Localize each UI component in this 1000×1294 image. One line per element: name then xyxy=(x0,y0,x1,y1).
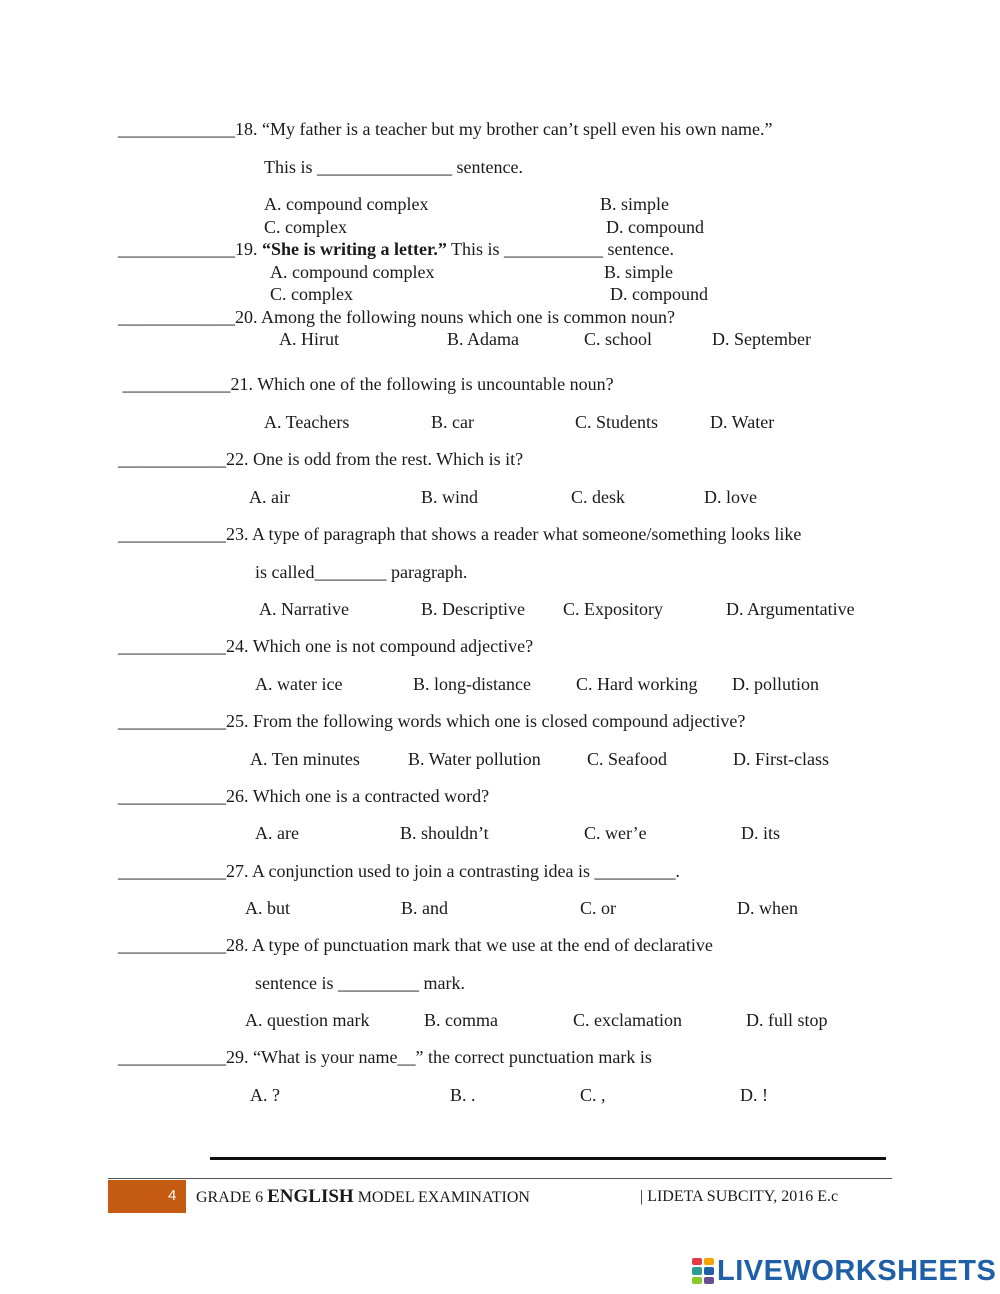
option-a[interactable]: A. ? xyxy=(250,1085,280,1105)
option-a[interactable]: A. are xyxy=(255,823,299,843)
option-a[interactable]: A. water ice xyxy=(255,674,343,694)
question-23 xyxy=(118,523,801,545)
option-b[interactable]: B. and xyxy=(401,898,448,918)
liveworksheets-logo-text: LIVEWORKSHEETS xyxy=(717,1254,997,1287)
option-d[interactable]: D. when xyxy=(737,898,798,918)
answer-blank[interactable]: ____________27. xyxy=(118,861,253,881)
option-c[interactable]: C. school xyxy=(584,329,653,349)
option-d[interactable]: D. September xyxy=(712,329,811,349)
option-b[interactable]: B. wind xyxy=(421,487,479,507)
question-text: Which one is a contracted word? xyxy=(252,786,490,806)
answer-blank[interactable]: ____________28. xyxy=(118,935,253,955)
footer-grade: GRADE 6 xyxy=(196,1189,268,1206)
option-c[interactable]: C. Expository xyxy=(563,599,664,619)
option-a[interactable]: A. Teachers xyxy=(264,412,350,432)
question-text: A type of paragraph that shows a reader what someone/something looks like xyxy=(252,524,802,544)
option-a[interactable]: A. Hirut xyxy=(279,329,339,349)
question-text: A type of punctuation mark that we use at the end of declarative xyxy=(252,935,713,955)
option-d[interactable]: D. compound xyxy=(610,284,708,304)
question-text: Which one is not compound adjective? xyxy=(252,636,534,656)
question-29 xyxy=(118,1046,652,1068)
option-b[interactable]: B. simple xyxy=(600,194,670,214)
question-text: A conjunction used to join a contrasting idea is _________. xyxy=(252,861,680,881)
question-18 xyxy=(118,118,773,140)
option-a[interactable]: A. but xyxy=(245,898,290,918)
answer-blank[interactable]: _____________19. xyxy=(118,239,262,259)
question-28-continuation: sentence is _________ mark. xyxy=(255,973,465,993)
page-number: 4 xyxy=(168,1187,177,1204)
question-25 xyxy=(118,710,745,732)
option-d[interactable]: D. First-class xyxy=(733,749,829,769)
option-c[interactable]: C. complex xyxy=(270,284,353,304)
answer-blank[interactable]: ____________24. xyxy=(118,636,253,656)
answer-blank[interactable]: ____________29. xyxy=(118,1047,253,1067)
option-a[interactable]: A. Ten minutes xyxy=(250,749,360,769)
question-text: Which one of the following is uncountable noun? xyxy=(257,374,614,394)
option-d[interactable]: D. Water xyxy=(710,412,775,432)
option-d[interactable]: D. Argumentative xyxy=(726,599,855,619)
question-27 xyxy=(118,860,680,882)
option-b[interactable]: B. Descriptive xyxy=(421,599,525,619)
option-a[interactable]: A. compound complex xyxy=(264,194,429,214)
option-b[interactable]: B. car xyxy=(431,412,474,432)
quoted-sentence: “She is writing a letter.” xyxy=(262,239,447,259)
option-c[interactable]: C. wer’e xyxy=(584,823,647,843)
option-b[interactable]: B. comma xyxy=(424,1010,498,1030)
footer-location: | LIDETA SUBCITY, 2016 E.c xyxy=(640,1188,839,1205)
answer-blank[interactable]: ____________22. xyxy=(118,449,253,469)
option-b[interactable]: B. long-distance xyxy=(413,674,531,694)
option-b[interactable]: B. shouldn’t xyxy=(400,823,489,843)
option-c[interactable]: C. exclamation xyxy=(573,1010,682,1030)
question-21 xyxy=(118,373,614,395)
question-text: “My father is a teacher but my brother can’t spell even his own name.” xyxy=(262,119,773,139)
option-c[interactable]: C. complex xyxy=(264,217,347,237)
option-c[interactable]: C. desk xyxy=(571,487,625,507)
footer-divider-thin xyxy=(108,1178,892,1179)
footer-title xyxy=(196,1186,530,1209)
option-b[interactable]: B. . xyxy=(450,1085,476,1105)
answer-blank[interactable]: ____________23. xyxy=(118,524,253,544)
option-d[interactable]: D. love xyxy=(704,487,757,507)
answer-blank[interactable]: _____________20. xyxy=(118,307,262,327)
footer-subject: ENGLISH xyxy=(267,1186,354,1207)
option-d[interactable]: D. full stop xyxy=(746,1010,828,1030)
option-c[interactable]: C. , xyxy=(580,1085,606,1105)
question-18-continuation: This is _______________ sentence. xyxy=(264,157,523,177)
option-c[interactable]: C. Students xyxy=(575,412,659,432)
option-c[interactable]: C. Hard working xyxy=(576,674,698,694)
question-text: This is ___________ sentence. xyxy=(446,239,674,259)
option-b[interactable]: B. Adama xyxy=(447,329,519,349)
option-b[interactable]: B. simple xyxy=(604,262,674,282)
option-b[interactable]: B. Water pollution xyxy=(408,749,541,769)
option-a[interactable]: A. compound complex xyxy=(270,262,435,282)
answer-blank[interactable]: ____________21. xyxy=(118,374,258,394)
question-text: “What is your name__” the correct punctuation mark is xyxy=(253,1047,652,1067)
option-a[interactable]: A. question mark xyxy=(245,1010,370,1030)
answer-blank[interactable]: ____________25. xyxy=(118,711,253,731)
question-text: Among the following nouns which one is common noun? xyxy=(261,307,675,327)
option-d[interactable]: D. ! xyxy=(740,1085,768,1105)
question-22 xyxy=(118,448,523,470)
answer-blank[interactable]: ____________26. xyxy=(118,786,253,806)
option-d[interactable]: D. compound xyxy=(606,217,704,237)
footer-divider-thick xyxy=(210,1157,886,1160)
option-c[interactable]: C. or xyxy=(580,898,616,918)
option-a[interactable]: A. Narrative xyxy=(259,599,349,619)
option-a[interactable]: A. air xyxy=(249,487,290,507)
question-19 xyxy=(118,238,674,260)
liveworksheets-logo xyxy=(692,1256,996,1286)
question-23-continuation: is called________ paragraph. xyxy=(255,562,468,582)
question-20 xyxy=(118,306,675,328)
liveworksheets-logo-icon xyxy=(692,1258,714,1284)
question-28 xyxy=(118,934,713,956)
option-d[interactable]: D. its xyxy=(741,823,781,843)
question-26 xyxy=(118,785,489,807)
option-d[interactable]: D. pollution xyxy=(732,674,820,694)
question-text: One is odd from the rest. Which is it? xyxy=(253,449,524,469)
option-c[interactable]: C. Seafood xyxy=(587,749,667,769)
footer-exam: MODEL EXAMINATION xyxy=(353,1189,530,1206)
question-24 xyxy=(118,635,533,657)
answer-blank[interactable]: _____________18. xyxy=(118,119,262,139)
question-text: From the following words which one is closed compound adjective? xyxy=(253,711,746,731)
